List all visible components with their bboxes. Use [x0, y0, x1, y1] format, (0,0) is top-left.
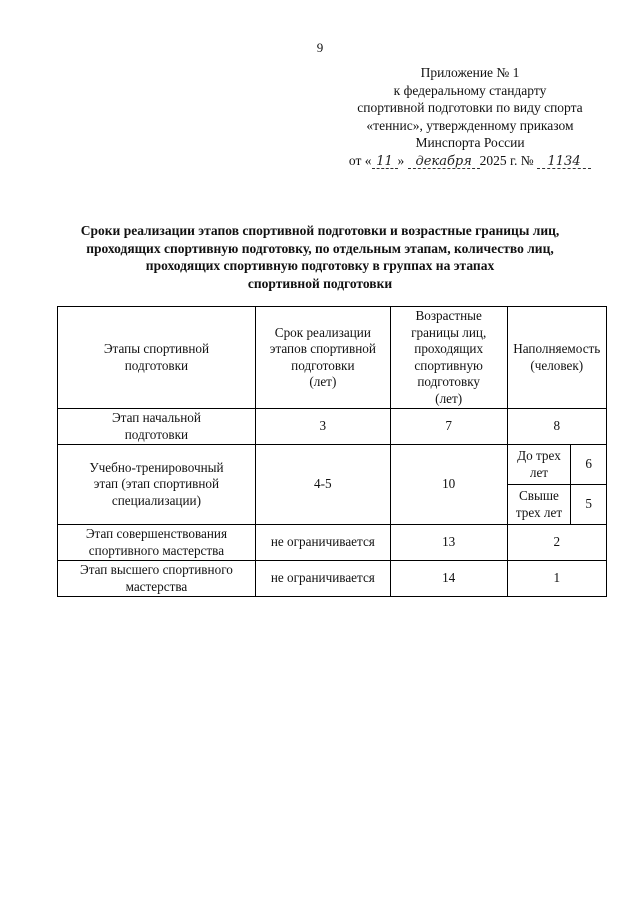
row-occupancy: 2: [507, 525, 606, 561]
row-stage: Этап высшего спортивного мастерства: [58, 561, 256, 597]
date-mid: »: [397, 152, 405, 168]
table-row: [58, 445, 607, 485]
row-stage: Этап начальной подготовки: [58, 409, 256, 445]
title-line-4: спортивной подготовки: [247, 275, 393, 291]
row-age: 14: [390, 561, 507, 597]
table-header-row: [58, 307, 607, 409]
row-duration: не ограничивается: [255, 561, 390, 597]
row-age: 7: [390, 409, 507, 445]
date-year: 2025 г. №: [479, 152, 534, 168]
header-occupancy: Наполняемость (человек): [507, 307, 606, 409]
date-prefix: от «: [348, 152, 372, 168]
table-row: [58, 525, 607, 561]
row-occupancy: 8: [507, 409, 606, 445]
header-duration: Срок реализации этапов спортивной подготовки (лет): [255, 307, 390, 409]
row-age: 10: [390, 445, 507, 525]
handwritten-day: 11: [372, 153, 398, 171]
header-stages: Этапы спортивной подготовки: [58, 307, 256, 409]
title-line-2: проходящих спортивную подготовку, по отдельным этапам, количество лиц,: [86, 240, 554, 256]
sub-label: До трех лет: [507, 445, 571, 485]
page-number: 9: [316, 40, 324, 55]
handwritten-order-number: 1134: [537, 153, 591, 171]
appendix-block: [320, 64, 620, 170]
table-row: [58, 561, 607, 597]
title-line-3: проходящих спортивную подготовку в группах на этапах: [145, 258, 495, 273]
appendix-line-2: к федеральному стандарту: [393, 82, 547, 98]
appendix-line-1: Приложение № 1: [420, 65, 520, 80]
header-age: Возрастные границы лиц, проходящих спортивную подготовку (лет): [390, 307, 507, 409]
sub-value: 5: [571, 485, 607, 525]
stages-table: [57, 306, 607, 597]
appendix-line-5: Минспорта России: [415, 135, 525, 150]
handwritten-month: декабря: [408, 153, 480, 171]
appendix-line-4: «теннис», утвержденному приказом: [366, 117, 574, 133]
order-date-line: [320, 152, 620, 171]
title-line-1: Сроки реализации этапов спортивной подготовки и возрастные границы лиц,: [80, 223, 560, 238]
sub-value: 6: [571, 445, 607, 485]
row-duration: 4-5: [255, 445, 390, 525]
row-duration: 3: [255, 409, 390, 445]
row-stage: Этап совершенствования спортивного мастерства: [58, 525, 256, 561]
row-duration: не ограничивается: [255, 525, 390, 561]
row-age: 13: [390, 525, 507, 561]
row-stage: Учебно-тренировочный этап (этап спортивной специализации): [58, 445, 256, 525]
appendix-line-3: спортивной подготовки по виду спорта: [357, 100, 583, 115]
row-occupancy: 1: [507, 561, 606, 597]
sub-label: Свыше трех лет: [507, 485, 571, 525]
table-row: [58, 409, 607, 445]
document-title: [40, 222, 600, 292]
